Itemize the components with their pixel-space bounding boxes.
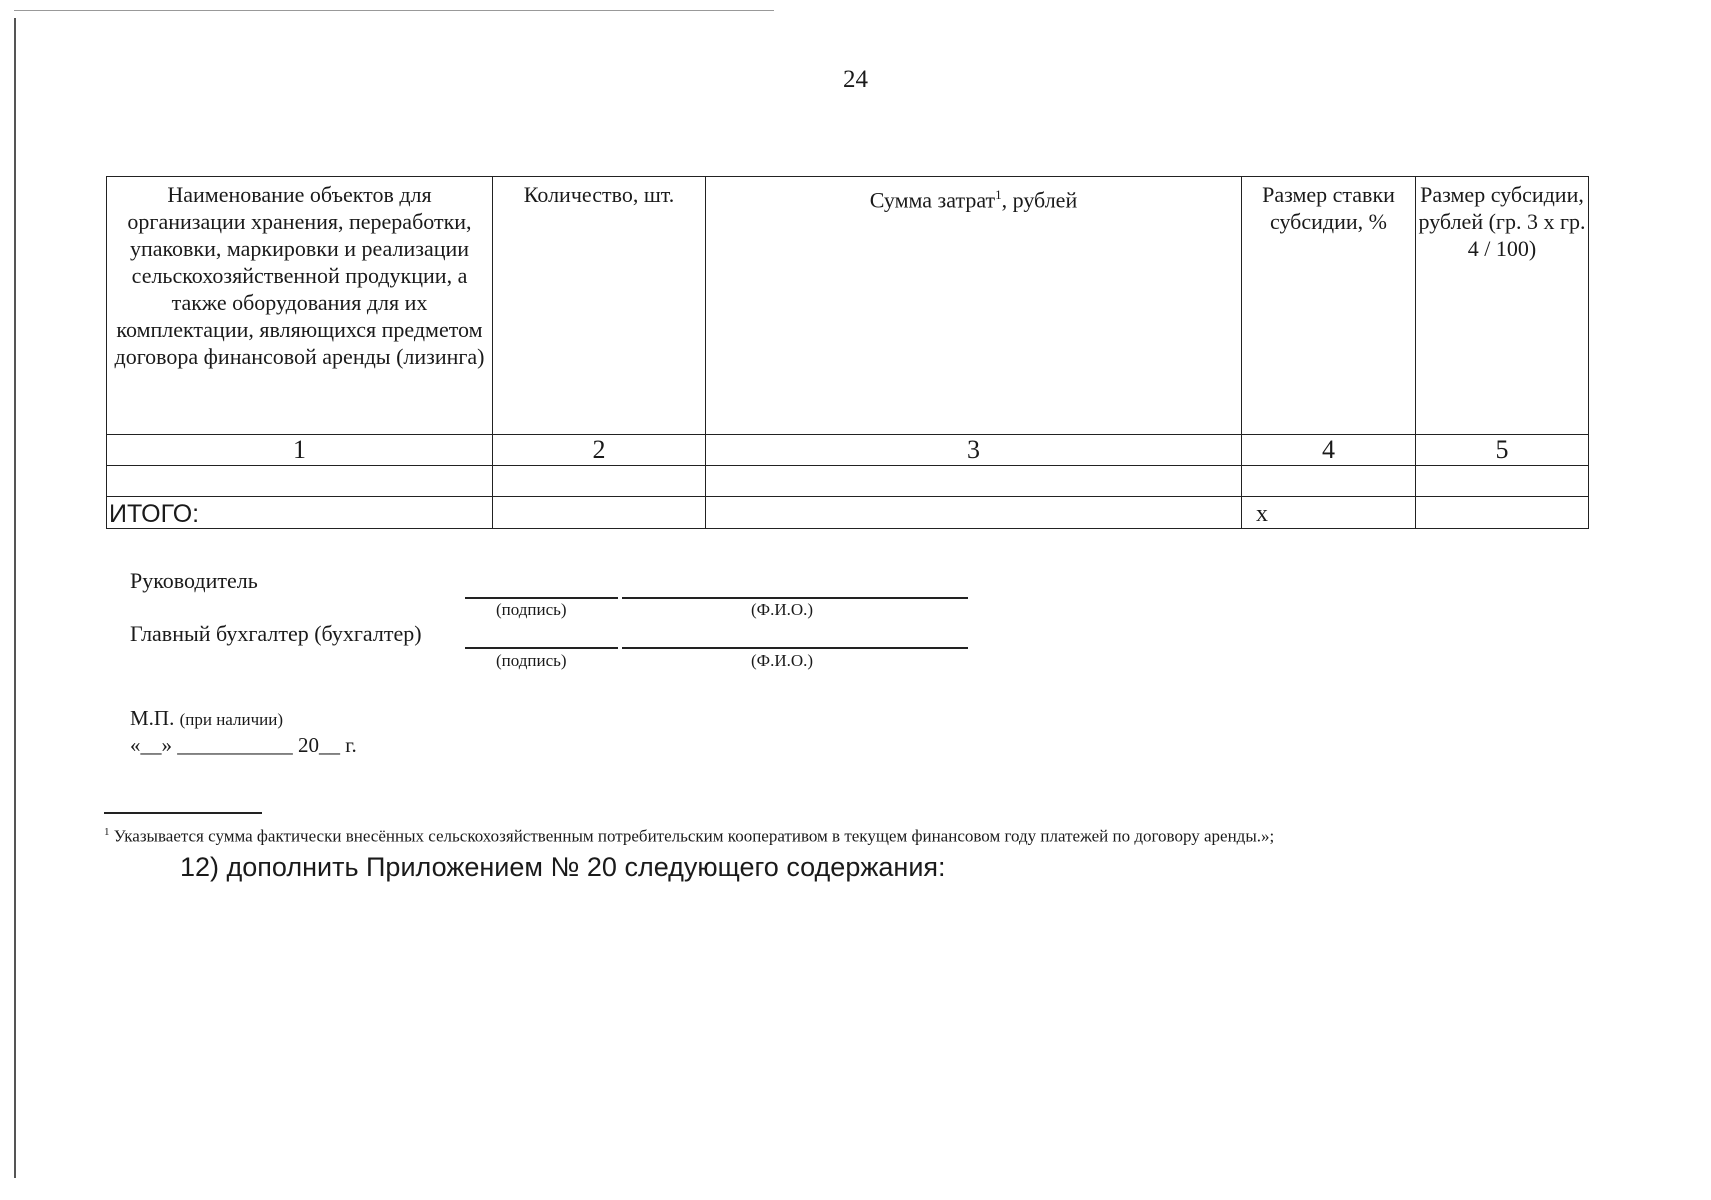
table-cell <box>706 497 1242 529</box>
header-costs <box>706 177 1242 435</box>
header-rate: Размер ставки субсидии, % <box>1242 177 1416 435</box>
footnote-marker: 1 <box>104 826 110 838</box>
accountant-signature-caption: (подпись) <box>496 651 567 670</box>
subsidy-table <box>106 176 1589 529</box>
column-number: 2 <box>493 435 706 466</box>
header-quantity: Количество, шт. <box>493 177 706 435</box>
total-row <box>107 497 1589 529</box>
accountant-signature-line <box>465 647 618 649</box>
scan-edge-top <box>14 10 774 11</box>
table-cell <box>1416 466 1589 497</box>
table-cell <box>706 466 1242 497</box>
footnote-text: Указывается сумма фактически внесённых сельскохозяйственным потребительским кооперативом в текущем финансовом году платежей по договору аренды.»; <box>113 826 1275 846</box>
table-cell <box>107 466 493 497</box>
footnote-ref: 1 <box>995 187 1002 202</box>
footnote <box>104 826 1274 847</box>
head-signature-caption: (подпись) <box>496 600 567 619</box>
head-name-caption: (Ф.И.О.) <box>751 600 814 619</box>
head-signature-line <box>465 597 618 599</box>
total-rate-mark: х <box>1242 497 1416 529</box>
table-cell <box>493 497 706 529</box>
amendment-text: 12) дополнить Приложением № 20 следующего содержания: <box>180 852 946 882</box>
column-number: 5 <box>1416 435 1589 466</box>
accountant-label: Главный бухгалтер (бухгалтер) <box>130 621 422 646</box>
head-label: Руководитель <box>130 568 258 593</box>
table-row <box>107 466 1589 497</box>
accountant-name-caption: (Ф.И.О.) <box>751 651 814 670</box>
column-number-row <box>107 435 1589 466</box>
scan-edge-left <box>14 18 16 1178</box>
accountant-name-line <box>622 647 968 649</box>
table-cell <box>1242 466 1416 497</box>
header-objects: Наименование объектов для организации хранения, переработки, упаковки, маркировки и реализации сельскохозяйственной продукции, а также оборудования для их комплектации, являющихся предметом договора финансовой аренды (лизинга) <box>107 177 493 435</box>
stamp-note: (при наличии) <box>179 710 283 729</box>
page-number: 24 <box>843 66 868 93</box>
column-number: 4 <box>1242 435 1416 466</box>
header-row <box>107 177 1589 435</box>
header-costs-label: Сумма затрат <box>869 187 996 213</box>
column-number: 3 <box>706 435 1242 466</box>
column-number: 1 <box>107 435 493 466</box>
footnote-rule <box>104 812 262 814</box>
stamp-label: М.П. <box>130 706 175 730</box>
header-subsidy: Размер субсидии, рублей (гр. 3 x гр. 4 / 100) <box>1416 177 1589 435</box>
total-label: ИТОГО: <box>107 497 493 529</box>
head-name-line <box>622 597 968 599</box>
table-cell <box>493 466 706 497</box>
header-costs-unit: , рублей <box>1001 187 1078 213</box>
table-cell <box>1416 497 1589 529</box>
date-line: «__» ___________ 20__ г. <box>130 733 357 757</box>
stamp-line <box>130 706 283 731</box>
